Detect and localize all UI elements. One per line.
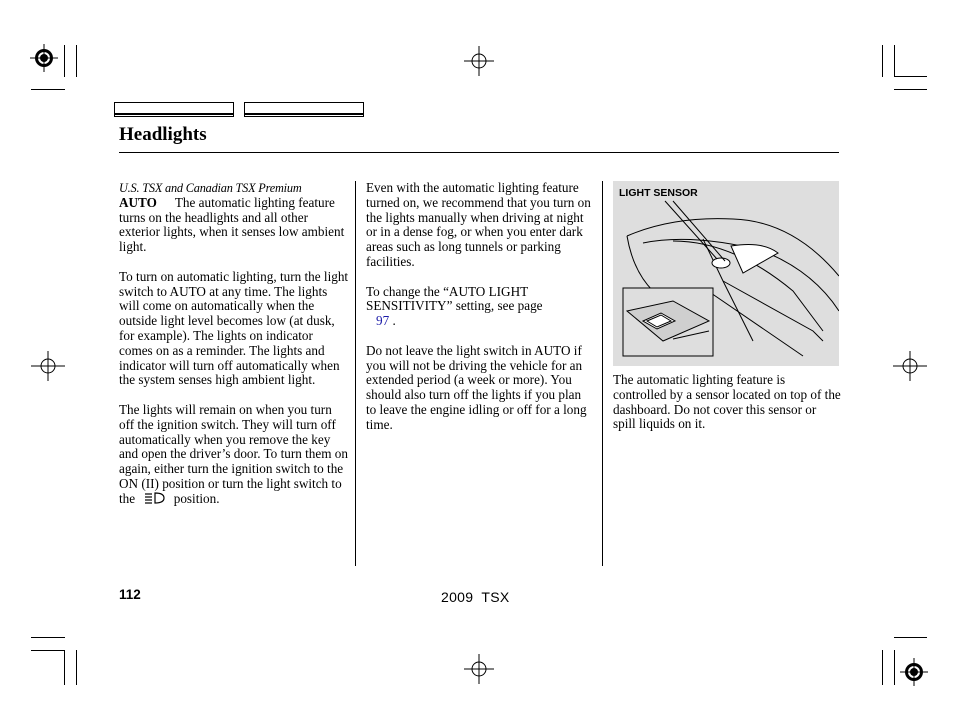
figure-caption: The automatic lighting feature is controlled by a sensor located on top of the dashboard. Do not cover this sensor or spill liquids on it. xyxy=(613,372,841,432)
crosshair-icon xyxy=(464,46,494,76)
paragraph: To change the “AUTO LIGHT SENSITIVITY” setting, see page 97 . xyxy=(366,283,543,329)
page-reference-link[interactable]: 97 xyxy=(376,313,390,329)
dashboard-illustration xyxy=(613,181,839,366)
auto-text: The automatic lighting feature turns on the headlights and all other exterior lights, when it senses low ambient light. xyxy=(119,194,345,255)
column-middle xyxy=(366,181,594,447)
page-title: Headlights xyxy=(119,124,207,145)
column-left xyxy=(119,181,349,521)
paragraph: To turn on automatic lighting, turn the light switch to AUTO at any time. The lights will come on automatically when the outside light level becomes low (at dusk, for example). The lights on indicator comes on as a reminder. The lights and indicator will turn off automatically when the system senses high ambient light. xyxy=(119,268,349,388)
subheading: U.S. TSX and Canadian TSX Premium xyxy=(119,181,302,195)
registration-mark-icon xyxy=(30,44,58,72)
column-divider xyxy=(602,181,603,566)
paragraph: Do not leave the light switch in AUTO if you will not be driving the vehicle for an extended period (a week or more). You should also turn off the lights if you plan to leave the engine idling or off for a long time. xyxy=(366,342,587,432)
model-name: TSX xyxy=(481,589,510,605)
auto-label: AUTO xyxy=(119,194,157,210)
crosshair-icon xyxy=(893,351,927,381)
model-label xyxy=(441,589,510,605)
crosshair-icon xyxy=(464,654,494,684)
title-rule xyxy=(119,152,839,153)
headlight-icon xyxy=(144,492,166,504)
model-year: 2009 xyxy=(441,589,474,605)
registration-mark-icon xyxy=(900,658,928,686)
column-divider xyxy=(355,181,356,566)
figure-label: LIGHT SENSOR xyxy=(619,187,698,199)
crosshair-icon xyxy=(31,351,65,381)
section-tab-marker xyxy=(114,102,234,117)
light-sensor-figure xyxy=(613,181,839,366)
paragraph: The lights will remain on when you turn off the ignition switch. They will turn off automatically when you remove the key and open the driver’s door. To turn them on again, either turn the ignition switch to the ON (II) position or turn the light switch to the position. xyxy=(119,401,348,506)
page-number: 112 xyxy=(119,587,141,602)
paragraph: Even with the automatic lighting feature turned on, we recommend that you turn on the lights manually when driving at night or in a dense fog, or when you enter dark areas such as long tunnels or parking facilities. xyxy=(366,180,591,269)
auto-paragraph xyxy=(119,196,349,255)
column-right xyxy=(613,373,841,447)
section-tab-marker xyxy=(244,102,364,117)
